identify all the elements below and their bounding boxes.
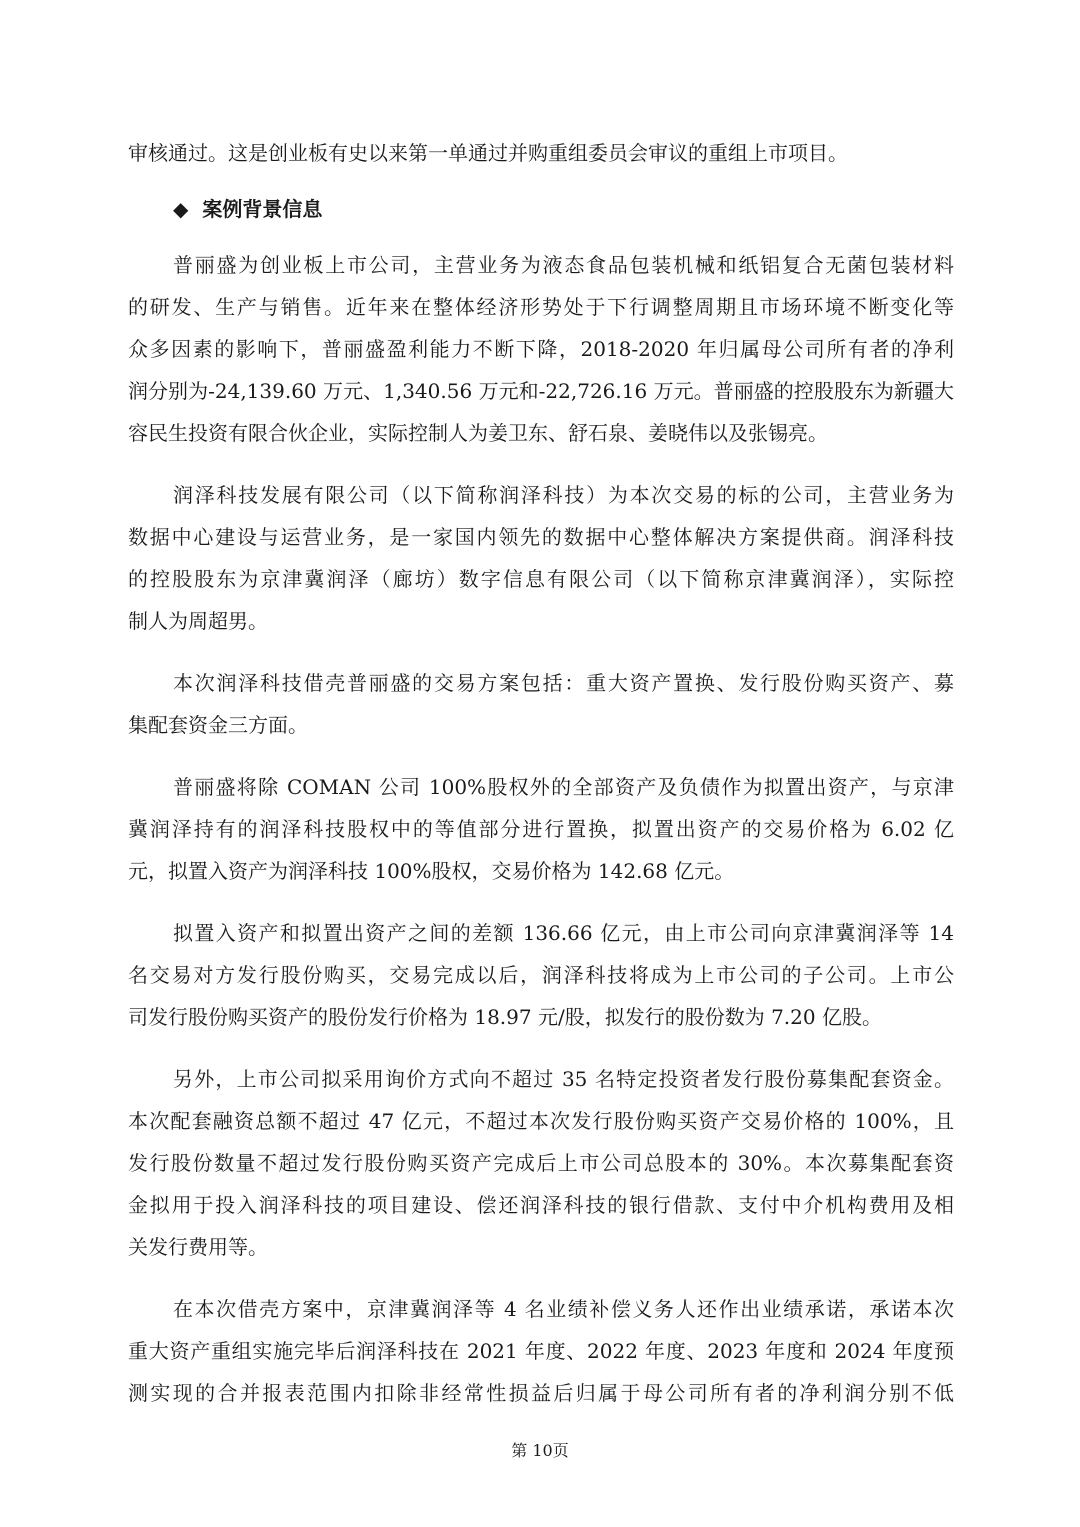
document-body — [128, 132, 954, 1414]
text-line: 普丽盛将除 COMAN 公司 100%股权外的全部资产及负债作为拟置出资产，与京津 — [173, 775, 954, 799]
text-line: 元，拟置入资产为润泽科技 100%股权，交易价格为 142.68 亿元。 — [128, 859, 735, 883]
text-line: 审核通过。这是创业板有史以来第一单通过并购重组委员会审议的重组上市项目。 — [128, 141, 848, 165]
paragraph — [128, 912, 954, 1038]
paragraph — [128, 662, 954, 746]
paragraph — [128, 766, 954, 892]
text-line: 数据中心建设与运营业务，是一家国内领先的数据中心整体解决方案提供商。润泽科技 — [128, 525, 954, 549]
text-line: 拟置入资产和拟置出资产之间的差额 136.66 亿元，由上市公司向京津冀润泽等 14 — [173, 921, 954, 945]
paragraph — [128, 1288, 954, 1414]
text-line: 众多因素的影响下，普丽盛盈利能力不断下降，2018-2020 年归属母公司所有者的净利 — [128, 337, 954, 361]
text-line: 重大资产重组实施完毕后润泽科技在 2021 年度、2022 年度、2023 年度和 2024 年度预 — [128, 1339, 954, 1363]
text-line: 润分别为-24,139.60 万元、1,340.56 万元和-22,726.16 万元。普丽盛的控股股东为新疆大 — [128, 379, 954, 403]
text-line: 测实现的合并报表范围内扣除非经常性损益后归属于母公司所有者的净利润分别不低 — [128, 1381, 954, 1405]
text-line: 冀润泽持有的润泽科技股权中的等值部分进行置换，拟置出资产的交易价格为 6.02 亿 — [128, 817, 954, 841]
text-line: 本次润泽科技借壳普丽盛的交易方案包括：重大资产置换、发行股份购买资产、募 — [173, 671, 954, 695]
text-line: 的控股股东为京津冀润泽（廊坊）数字信息有限公司（以下简称京津冀润泽），实际控 — [128, 567, 954, 591]
text-line: 另外，上市公司拟采用询价方式向不超过 35 名特定投资者发行股份募集配套资金。 — [173, 1067, 954, 1091]
paragraph-continuation — [128, 132, 954, 174]
text-line: 在本次借壳方案中，京津冀润泽等 4 名业绩补偿义务人还作出业绩承诺，承诺本次 — [173, 1297, 954, 1321]
section-heading-text: 案例背景信息 — [202, 197, 323, 221]
text-line: 容民生投资有限合伙企业，实际控制人为姜卫东、舒石泉、姜晓伟以及张锡亮。 — [128, 421, 828, 445]
text-line: 的研发、生产与销售。近年来在整体经济形势处于下行调整周期且市场环境不断变化等 — [128, 295, 954, 319]
text-line: 名交易对方发行股份购买，交易完成以后，润泽科技将成为上市公司的子公司。上市公 — [128, 963, 954, 987]
page-number: 第 10页 — [511, 1441, 569, 1460]
text-line: 制人为周超男。 — [128, 609, 268, 633]
text-line: 发行股份数量不超过发行股份购买资产完成后上市公司总股本的 30%。本次募集配套资 — [128, 1151, 954, 1175]
text-line: 金拟用于投入润泽科技的项目建设、偿还润泽科技的银行借款、支付中介机构费用及相 — [128, 1193, 954, 1217]
text-line: 关发行费用等。 — [128, 1235, 268, 1259]
text-line: 润泽科技发展有限公司（以下简称润泽科技）为本次交易的标的公司，主营业务为 — [173, 483, 954, 507]
text-line: 集配套资金三方面。 — [128, 713, 308, 737]
paragraph — [128, 474, 954, 642]
text-line: 普丽盛为创业板上市公司，主营业务为液态食品包装机械和纸铝复合无菌包装材料 — [173, 253, 954, 277]
text-line: 司发行股份购买资产的股份发行价格为 18.97 元/股，拟发行的股份数为 7.20 亿股。 — [128, 1005, 882, 1029]
text-line: 本次配套融资总额不超过 47 亿元，不超过本次发行股份购买资产交易价格的 100%，且 — [128, 1109, 954, 1133]
paragraph — [128, 1058, 954, 1268]
paragraph — [128, 244, 954, 454]
section-heading — [128, 188, 954, 230]
diamond-bullet-icon: ◆ — [173, 197, 189, 221]
